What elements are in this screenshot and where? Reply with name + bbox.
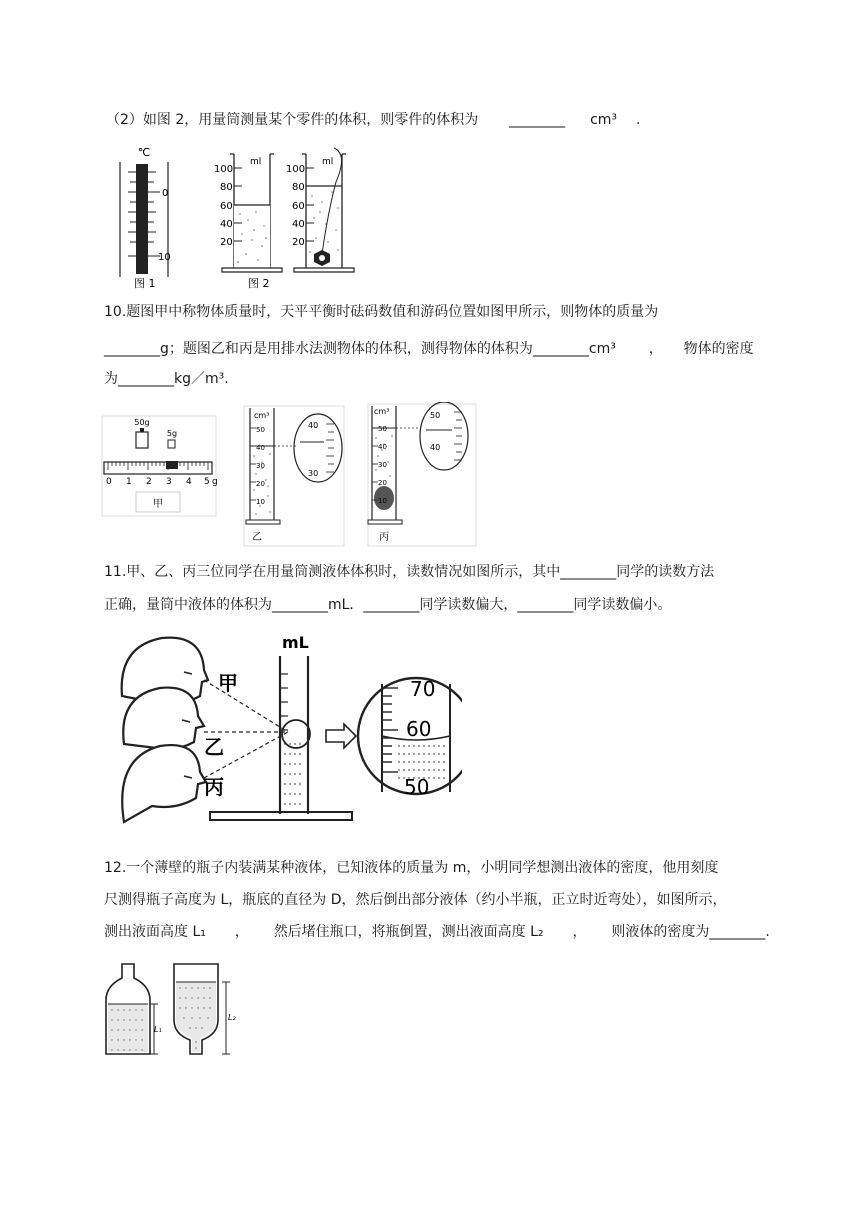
arrow-icon (326, 724, 356, 748)
thermometer-tick-0: 0 (162, 188, 169, 199)
zoom-70: 70 (410, 677, 436, 701)
question-12-line-3 (104, 922, 770, 942)
figure-bottles (104, 960, 244, 1060)
figure-balance-and-cylinders (100, 402, 480, 550)
cylinder-b-tick-40: 40 (292, 219, 305, 230)
cylinder-a-tick-60: 60 (220, 201, 233, 212)
question-10-line-2-text: ________g；题图乙和丙是用排水法测物体的体积，测得物体的体积为________cm³ (104, 341, 616, 357)
scale-0: 0 (106, 477, 112, 487)
bing-zoom-50: 50 (430, 411, 441, 420)
figure-thermometer-cylinders (110, 142, 360, 292)
cylinder-b-tick-60: 60 (292, 201, 305, 212)
scale-5: 5 (204, 477, 210, 487)
period: . (635, 112, 641, 128)
scale-4: 4 (186, 477, 192, 487)
label-yi: 乙 (252, 532, 262, 543)
yi-tick-50: 50 (256, 426, 265, 434)
thermometer-tick-10: 10 (158, 252, 171, 263)
cylinder-a-tick-100: 100 (214, 164, 234, 175)
figure-2-caption: 图 2 (248, 277, 270, 290)
label-l1: L₁ (154, 1025, 162, 1034)
unit-label: cm³ (590, 112, 618, 128)
label-bing: 丙 (379, 532, 389, 543)
cylinder-b-tick-20: 20 (292, 237, 305, 248)
cylinder-b-tick-80: 80 (292, 182, 305, 193)
figure-1-caption: 图 1 (134, 277, 156, 290)
zoom-50: 50 (404, 775, 430, 799)
inverted-bottle (174, 964, 236, 1054)
label-jia: 甲 (153, 499, 163, 510)
upright-bottle (106, 964, 162, 1054)
bing-zoom-40: 40 (430, 443, 441, 452)
scale-2: 2 (146, 477, 152, 487)
question-12-l2-text: 然后堵住瓶口，将瓶倒置，测出液面高度 L₂ (273, 924, 544, 940)
question-10-line-2 (104, 339, 754, 359)
question-10-line-2-tail: 物体的密度 (683, 341, 754, 357)
question-10-line-3: 为________kg／m³. (104, 371, 229, 387)
balance-panel (102, 416, 218, 516)
scale-unit: g (212, 477, 218, 487)
cylinder-a-tick-80: 80 (220, 182, 233, 193)
zoom-view (358, 677, 462, 799)
cylinder-bing-panel (368, 402, 476, 546)
thermometer-unit: ℃ (137, 146, 151, 159)
yi-tick-40: 40 (256, 444, 265, 452)
bing-tick-30: 30 (378, 461, 387, 469)
bing-unit: cm³ (374, 407, 390, 416)
figure-reading-positions (112, 626, 462, 836)
measuring-cylinder-b (286, 148, 354, 272)
question-12-density-text: 则液体的密度为________. (611, 924, 770, 940)
sight-lines (204, 680, 288, 778)
yi-zoom-30: 30 (308, 469, 319, 478)
question-12-l1-text: 测出液面高度 L₁ (104, 924, 206, 940)
question-11-line-2: 正确，量筒中液体的体积为________mL．________同学读数偏大，________同学读数偏小。 (104, 597, 672, 613)
comma-1: ， (234, 924, 249, 940)
yi-zoom-40: 40 (308, 421, 319, 430)
cylinder-unit: mL (282, 633, 309, 652)
cylinder-a-tick-20: 20 (220, 237, 233, 248)
yi-tick-30: 30 (256, 462, 265, 470)
label-l2: L₂ (228, 1013, 236, 1022)
bing-tick-40: 40 (378, 443, 387, 451)
measuring-cylinder-a (214, 154, 282, 290)
zoom-60: 60 (406, 717, 432, 741)
bing-tick-10: 10 (378, 497, 387, 505)
comma: ， (648, 341, 663, 357)
question-12-line-2: 尺测得瓶子高度为 L，瓶底的直径为 D，然后倒出部分液体（约小半瓶，正立时近弯处），如图所示， (104, 892, 727, 908)
answer-blank: ________ (509, 112, 566, 128)
label-jia: 甲 (218, 671, 238, 695)
question-12-line-1: 12.一个薄壁的瓶子内装满某种液体，已知液体的质量为 m，小明同学想测出液体的密度，他用刻度 (104, 860, 719, 876)
measuring-cylinder (210, 633, 352, 820)
scale-1: 1 (126, 477, 132, 487)
comma-2: ， (572, 924, 587, 940)
bing-tick-50: 50 (378, 425, 387, 433)
thermometer (120, 146, 171, 290)
cylinder-a-unit: ml (250, 157, 262, 167)
question-text: （2）如图 2，用量筒测量某个零件的体积，则零件的体积为 (106, 112, 479, 128)
cylinder-b-tick-100: 100 (286, 164, 306, 175)
cylinder-a-tick-40: 40 (220, 219, 233, 230)
bing-tick-20: 20 (378, 479, 387, 487)
cylinder-b-unit: ml (322, 157, 334, 167)
cylinder-yi-panel (244, 406, 344, 546)
question-9-2 (106, 110, 640, 130)
yi-unit: cm³ (254, 411, 270, 420)
question-10-line-1: 10.题图甲中称物体质量时，天平平衡时砝码数值和游码位置如图甲所示，则物体的质量为 (104, 304, 659, 320)
weight-5g: 5g (166, 429, 178, 438)
scale-3: 3 (166, 477, 172, 487)
yi-tick-10: 10 (256, 498, 265, 506)
yi-tick-20: 20 (256, 480, 265, 488)
label-bing: 丙 (204, 775, 224, 799)
question-11-line-1: 11.甲、乙、丙三位同学在用量筒测液体体积时，读数情况如图所示，其中________同学的读数方法 (104, 564, 715, 580)
label-yi: 乙 (204, 735, 224, 759)
student-heads (122, 638, 208, 822)
weight-50g: 50g (134, 418, 150, 427)
